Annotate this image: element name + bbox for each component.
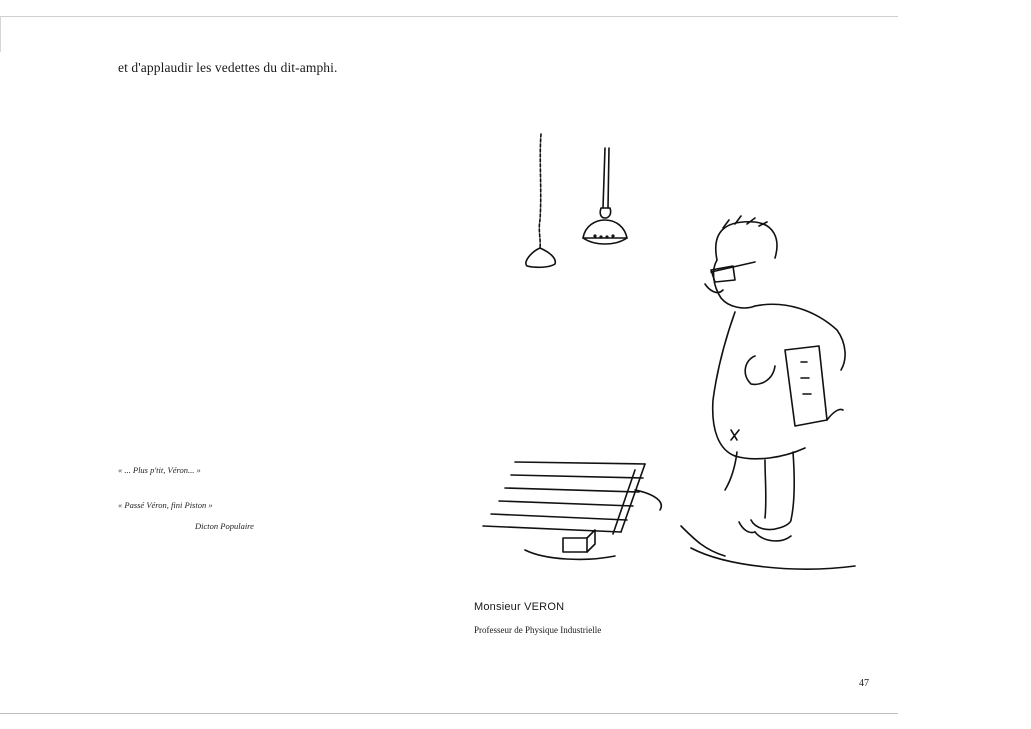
bottom-rule — [0, 713, 898, 714]
duckboard — [483, 462, 661, 559]
intro-text: et d'applaudir les vedettes du dit-amphi. — [118, 60, 338, 75]
man-figure — [681, 216, 855, 569]
pull-chain — [526, 134, 555, 267]
quote-attribution: Dicton Populaire — [195, 521, 254, 531]
caption-title: Professeur de Physique Industrielle — [474, 625, 602, 635]
quote-2: « Passé Véron, fini Piston » — [118, 500, 213, 510]
shower-head — [583, 148, 627, 244]
top-rule — [0, 16, 898, 17]
caricature-illustration — [455, 130, 875, 590]
caption-name: Monsieur VERON — [474, 601, 565, 613]
quote-1: « ... Plus p'tit, Véron... » — [118, 465, 201, 475]
left-rule — [0, 16, 1, 52]
page-number: 47 — [859, 678, 869, 689]
